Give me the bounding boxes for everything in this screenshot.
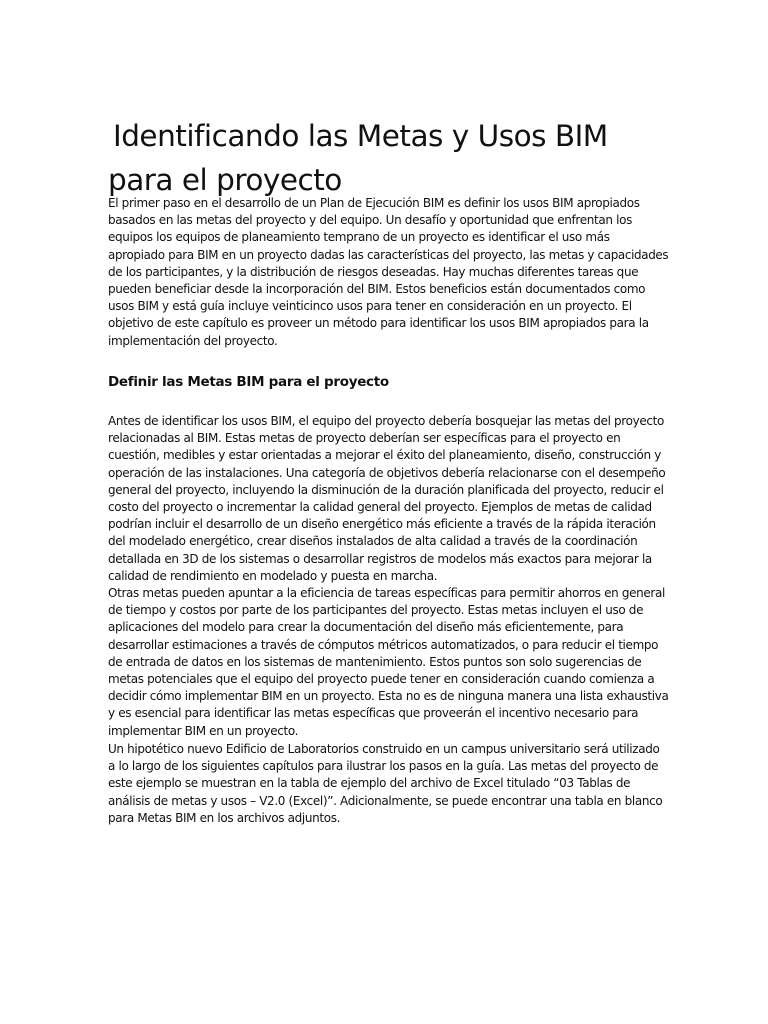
text-line: basados en las metas del proyecto y del equipo. Un desafío y oportunidad que enfrentan los — [108, 213, 632, 228]
text-line: este ejemplo se muestran en la tabla de ejemplo del archivo de Excel titulado “03 Tablas de — [108, 776, 631, 791]
text-line: decidir cómo implementar BIM en un proyecto. Esta no es de ninguna manera una lista exhaustiva — [108, 689, 669, 704]
text-line: objetivo de este capítulo es proveer un método para identificar los usos BIM apropiados para la — [108, 316, 649, 331]
text-line: desarrollar estimaciones a través de cómputos métricos automatizados, o para reducir el tiempo — [108, 637, 659, 652]
text-line: calidad de rendimiento en modelado y puesta en marcha. — [108, 568, 438, 583]
text-line: del modelado energético, crear diseños instalados de alta calidad a través de la coordinación — [108, 534, 638, 549]
body-paragraph-3 — [108, 741, 668, 827]
text-line: costo del proyecto o incrementar la calidad general del proyecto. Ejemplos de metas de calidad — [108, 500, 652, 515]
text-line: El primer paso en el desarrollo de un Plan de Ejecución BIM es definir los usos BIM apropiados — [108, 196, 640, 210]
body-paragraph-2 — [108, 585, 668, 740]
text-line: análisis de metas y usos – V2.0 (Excel)”. Adicionalmente, se puede encontrar una tabla en blanco — [108, 793, 663, 808]
text-line: implementación del proyecto. — [108, 333, 278, 348]
text-line: Antes de identificar los usos BIM, el equipo del proyecto debería bosquejar las metas del proyecto — [108, 414, 664, 428]
text-line: apropiado para BIM en un proyecto dadas las características del proyecto, las metas y capacidades — [108, 247, 669, 262]
section-heading: Definir las Metas BIM para el proyecto — [108, 374, 389, 390]
text-line: podrían incluir el desarrollo de un diseño energético más eficiente a través de la rápida iteración — [108, 517, 656, 532]
body-paragraph-1 — [108, 413, 668, 585]
title-line: para el proyecto — [108, 163, 342, 197]
text-line: usos BIM y está guía incluye veinticinco usos para tener en consideración en un proyecto. El — [108, 299, 632, 314]
text-line: relacionadas al BIM. Estas metas de proyecto deberían ser específicas para el proyecto en — [108, 431, 621, 446]
text-line: de los participantes, y la distribución de riesgos deseadas. Hay muchas diferentes tareas que — [108, 264, 639, 279]
intro-paragraph — [108, 195, 668, 350]
text-line: pueden beneficiar desde la incorporación del BIM. Estos beneficios están documentados como — [108, 282, 646, 297]
text-line: equipos los equipos de planeamiento temprano de un proyecto es identificar el uso más — [108, 230, 610, 245]
text-line: Un hipotético nuevo Edificio de Laboratorios construido en un campus universitario será utilizado — [108, 742, 660, 756]
text-line: y es esencial para identificar las metas específicas que proveerán el incentivo necesario para — [108, 706, 639, 721]
text-line: a lo largo de los siguientes capítulos para ilustrar los pasos en la guía. Las metas del proyecto de — [108, 759, 659, 774]
text-line: de tiempo y costos por parte de los participantes del proyecto. Estas metas incluyen el uso de — [108, 603, 644, 618]
text-line: operación de las instalaciones. Una categoría de objetivos debería relacionarse con el desempeño — [108, 465, 666, 480]
text-line: metas potenciales que el equipo del proyecto puede tener en consideración cuando comienza a — [108, 672, 655, 687]
text-line: detallada en 3D de los sistemas o desarrollar registros de modelos más exactos para mejorar la — [108, 551, 652, 566]
text-line: aplicaciones del modelo para crear la documentación del diseño más eficientemente, para — [108, 620, 624, 635]
text-line: general del proyecto, incluyendo la disminución de la duración planificada del proyecto, reducir el — [108, 482, 664, 497]
text-line: Otras metas pueden apuntar a la eficiencia de tareas específicas para permitir ahorros en general — [108, 586, 666, 600]
text-line: cuestión, medibles y estar orientadas a mejorar el éxito del planeamiento, diseño, construcción y — [108, 448, 662, 463]
text-line: de entrada de datos en los sistemas de mantenimiento. Estos puntos son solo sugerencias de — [108, 654, 642, 669]
text-line: para Metas BIM en los archivos adjuntos. — [108, 810, 341, 825]
document-title — [108, 114, 668, 202]
text-line: implementar BIM en un proyecto. — [108, 723, 299, 738]
title-line: Identificando las Metas y Usos BIM — [113, 119, 608, 153]
